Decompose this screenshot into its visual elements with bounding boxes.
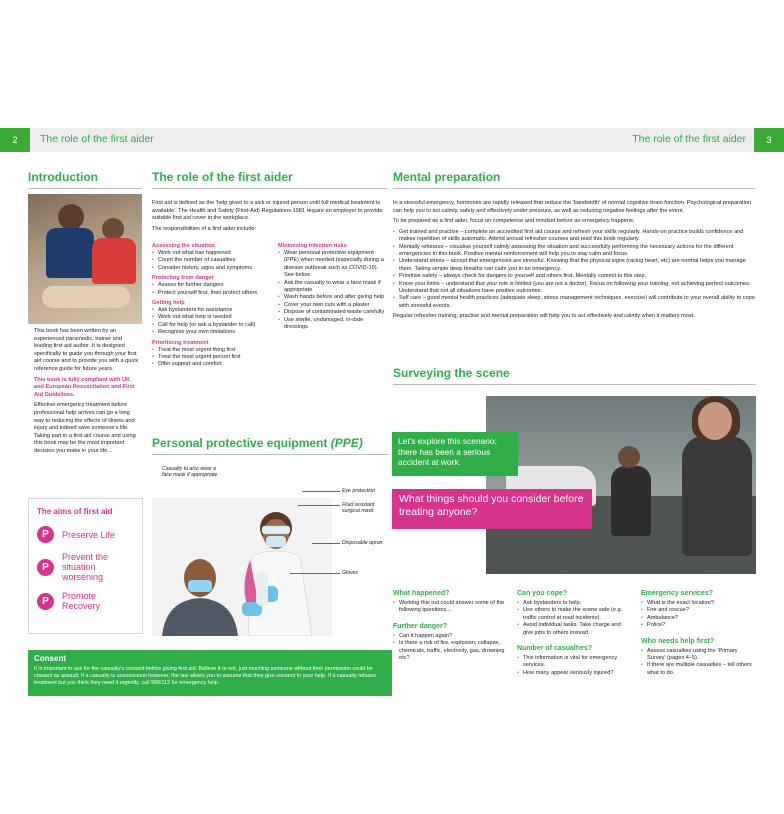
list-item: • Get trained and practise – complete an accredited first aid course and refresh your skills regularly. Hands-on practice builds confidence and makes repetition of skills automatic. Attend annual refresher courses and read this book regularly. bbox=[393, 229, 756, 244]
ppe-heading bbox=[152, 436, 363, 450]
mental-closing: Regular refresher training, practise and mental preparation will help you to act effectively and calmly when it matters most. bbox=[393, 313, 695, 320]
what-happened-title: What happened? bbox=[393, 590, 450, 597]
role-responsibilities-intro: The responsibilities of a first aider include: bbox=[152, 225, 257, 232]
aim-item bbox=[37, 552, 134, 582]
role-intro-block bbox=[152, 200, 388, 236]
p-circle-icon: P bbox=[37, 559, 54, 576]
getting-help-title: Getting help bbox=[152, 300, 185, 307]
list-item: • Fire and rescue? bbox=[641, 607, 756, 614]
list-item: • Recognise your own limitations bbox=[152, 329, 270, 336]
list-item: • What is the exact location? bbox=[641, 600, 756, 607]
list-item: • Is there a risk of fire, explosion, collapse, chemicals, traffic, electricity, gas, drowning etc? bbox=[393, 640, 507, 662]
aims-title: The aims of first aid bbox=[37, 507, 113, 516]
label-leader-line bbox=[312, 543, 340, 544]
list-item: • Mentally rehearse – visualise yourself calmly assessing the situation and successfully performing the necessary actions for the different emergencies in this book. Positive mental reinforcement will help you to stay calm and focus. bbox=[393, 244, 756, 259]
mental-heading: Mental preparation bbox=[393, 170, 501, 184]
list-item: • Assess for further dangers bbox=[152, 282, 270, 289]
scene-heading: Surveying the scene bbox=[393, 366, 510, 380]
ppe-illustration bbox=[152, 498, 332, 636]
further-danger-title: Further danger? bbox=[393, 622, 448, 630]
list-item: • Call for help (or ask a bystander to call) bbox=[152, 322, 270, 329]
header-band bbox=[0, 128, 784, 152]
intro-compliance: This book is fully compliant with UK and European Resuscitation and First Aid Guidelines. bbox=[34, 376, 135, 398]
explore-callout: Let's explore this scenario; there has been a serious accident at work. bbox=[392, 432, 518, 476]
left-page-number: 2 bbox=[0, 128, 30, 152]
can-you-cope-title: Can you cope? bbox=[517, 590, 568, 597]
list-item: • Wash hands before and after giving help bbox=[278, 294, 388, 301]
role-rule bbox=[152, 188, 388, 189]
list-item: • Use sterile, undamaged, in-date dressings bbox=[278, 317, 388, 332]
consider-callout: What things should you consider before treating anyone? bbox=[392, 489, 592, 529]
list-item: • Work out what has happened bbox=[152, 250, 270, 257]
can-you-cope-list bbox=[517, 600, 631, 637]
introduction-rule bbox=[28, 188, 142, 189]
list-item: • Police? bbox=[641, 622, 756, 629]
list-item: • If there are multiple casualties – tell others what to do. bbox=[641, 662, 756, 677]
list-item: • Treat the most urgent person first bbox=[152, 354, 270, 361]
label-apron: Disposable apron bbox=[342, 540, 383, 546]
list-item: • Avoid individual tasks. Take charge and give jobs to others instead. bbox=[517, 622, 631, 637]
role-left-column bbox=[152, 240, 270, 369]
ppe-photo bbox=[152, 498, 332, 636]
intro-paragraph-1: This book has been written by an experienced paramedic, trainer and leading first aid author. It is designed specifically to guide you through your first aid course and to provide you with a quick reference guide for future years. bbox=[34, 328, 139, 372]
role-intro: First aid is defined as the 'help given to a sick or injured person until full medical treatment is available'. The Health and Safety (First-Aid) Regulations 1981 require an employer to provide suitable first aid cover in the workplace. bbox=[152, 200, 383, 222]
aim-label: Prevent the situation worsening bbox=[62, 552, 109, 582]
list-item: • Ask the casualty to wear a face mask if appropriate bbox=[278, 280, 388, 295]
ppe-heading-main: Personal protective equipment bbox=[152, 436, 328, 450]
right-page-number: 3 bbox=[754, 128, 784, 152]
scene-column-1 bbox=[393, 590, 507, 662]
assessing-title: Assessing the situation bbox=[152, 243, 215, 249]
mental-prepared-intro: To be prepared as a first aider, focus on competence and mindset before an emergency happens: bbox=[393, 218, 635, 225]
intro-paragraph-2: Effective emergency treatment before professional help arrives can go a long way to reducing the effects of illness and injury and indeed save someone's life. Taking part in a first aid course and using this book may be the most important decision you make in your life... bbox=[34, 402, 136, 454]
label-leader-line bbox=[290, 573, 340, 574]
what-happened-list bbox=[393, 600, 507, 615]
list-item: • Treat the most urgent thing first bbox=[152, 347, 270, 354]
list-item: • Protect yourself first, then protect others bbox=[152, 290, 270, 297]
scene-photo bbox=[486, 396, 756, 574]
label-casualty: Casualty to also wear a face mask if appropriate bbox=[162, 466, 218, 479]
scene-rule bbox=[393, 384, 756, 385]
introduction-heading: Introduction bbox=[28, 170, 98, 184]
list-item: • How many appear seriously injured? bbox=[517, 670, 631, 677]
list-item: • Can it happen again? bbox=[393, 633, 507, 640]
getting-help-list bbox=[152, 307, 270, 337]
list-item: • This information is vital for emergency services. bbox=[517, 655, 631, 670]
list-item: • Ask bystanders to help. bbox=[517, 600, 631, 607]
list-item: • Offer support and comfort bbox=[152, 361, 270, 368]
scene-column-2 bbox=[517, 590, 631, 677]
consent-text: It is important to ask for the casualty's consent before giving first aid. Believe it or not, just touching someone without their permission could be classed as assault. If a casualty is unconscious however, the law allows you to assume that they give consent to your help. If a casualty refuses treatment but you think they need it urgently, call 999/112 for emergency help. bbox=[34, 666, 376, 686]
list-item: • Prioritise safety – always check for dangers to yourself and others first. Mentally commit to this step. bbox=[393, 273, 756, 280]
list-item: • Cover your own cuts with a plaster bbox=[278, 302, 388, 309]
mental-rule bbox=[393, 188, 756, 189]
list-item: • Working this out could answer some of the following questions... bbox=[393, 600, 507, 615]
label-gloves: Gloves bbox=[342, 570, 359, 576]
left-running-title: The role of the first aider bbox=[40, 133, 154, 145]
label-fluid-mask: Fluid resistant surgical mask bbox=[342, 502, 375, 515]
ppe-figure bbox=[152, 460, 388, 636]
list-item: • Consider history, signs and symptoms bbox=[152, 265, 270, 272]
aim-label: Preserve Life bbox=[62, 529, 116, 540]
p-circle-icon: P bbox=[37, 593, 54, 610]
list-item: • Wear personal protective equipment (PPE) when needed (especially during a disease outbreak such as COVID-19). See below bbox=[278, 250, 388, 280]
ppe-heading-abbrev: (PPE) bbox=[330, 436, 363, 450]
list-item: • Ask bystanders for assistance bbox=[152, 307, 270, 314]
list-item: • Understand stress – accept that emergencies are stressful. Knowing that the physical signs (racing heart, etc) are normal helps you manage them. Taking simple deep breaths can calm you in an emergency. bbox=[393, 258, 756, 273]
list-item: • Dispose of contaminated waste carefully bbox=[278, 309, 388, 316]
ppe-rule bbox=[152, 454, 388, 455]
list-item: • Ambulance? bbox=[641, 615, 756, 622]
introduction-text bbox=[34, 328, 140, 459]
label-leader-line bbox=[302, 491, 340, 492]
minimising-list bbox=[278, 250, 388, 331]
list-item: • Count the number of casualties bbox=[152, 257, 270, 264]
label-eye-protection: Eye protection bbox=[342, 488, 376, 494]
p-circle-icon: P bbox=[37, 526, 54, 543]
assessing-list bbox=[152, 250, 270, 272]
aim-label: Promote Recovery bbox=[62, 591, 101, 611]
mental-list bbox=[393, 229, 756, 310]
minimising-title: Minimising infection risks bbox=[278, 243, 347, 249]
protecting-list bbox=[152, 282, 270, 297]
emergency-services-title: Emergency services? bbox=[641, 590, 713, 597]
role-heading: The role of the first aider bbox=[152, 170, 293, 184]
aim-item bbox=[37, 526, 134, 543]
prioritising-title: Prioritising treatment bbox=[152, 339, 209, 346]
number-of-casualties-title: Number of casualties? bbox=[517, 645, 593, 653]
mental-intro: In a stressful emergency, hormones are rapidly released that reduce the 'bandwidth' of normal cognitive brain function. Psychological preparation can help you to act calmly, safely and effectively under pressure, as well as reducing negative feelings after the event. bbox=[393, 200, 752, 214]
prioritising-list bbox=[152, 347, 270, 369]
consent-box bbox=[28, 650, 392, 696]
mental-body bbox=[393, 200, 756, 324]
list-item: • Use others to make the scene safe (e.g. traffic control at road incidents). bbox=[517, 607, 631, 622]
number-of-casualties-list bbox=[517, 655, 631, 677]
aims-box bbox=[28, 498, 143, 634]
intro-photo bbox=[28, 194, 142, 324]
list-item: • Assess casualties using the 'Primary Survey' (pages 4–5). bbox=[641, 648, 756, 663]
emergency-services-list bbox=[641, 600, 756, 630]
who-needs-help-title: Who needs help first? bbox=[641, 637, 715, 645]
right-running-title: The role of the first aider bbox=[632, 133, 746, 145]
aim-item bbox=[37, 591, 134, 611]
consent-title: Consent bbox=[34, 654, 66, 663]
protecting-title: Protecting from danger bbox=[152, 275, 214, 282]
who-needs-help-list bbox=[641, 648, 756, 678]
scene-column-3 bbox=[641, 590, 756, 677]
list-item: • Self care – good mental health practices (adequate sleep, stress management techniques, exercise) will contribute to your overall ability to cope with stressful events. bbox=[393, 295, 756, 310]
list-item: • Know your limits – understand that your role is limited (you are not a doctor). Focus on following your training, not achieving perfect outcomes. Understand that not all situations have positive outcomes. bbox=[393, 281, 756, 296]
label-leader-line bbox=[298, 505, 340, 506]
further-danger-list bbox=[393, 633, 507, 663]
list-item: • Work out what help is needed bbox=[152, 314, 270, 321]
role-right-column bbox=[278, 240, 388, 331]
